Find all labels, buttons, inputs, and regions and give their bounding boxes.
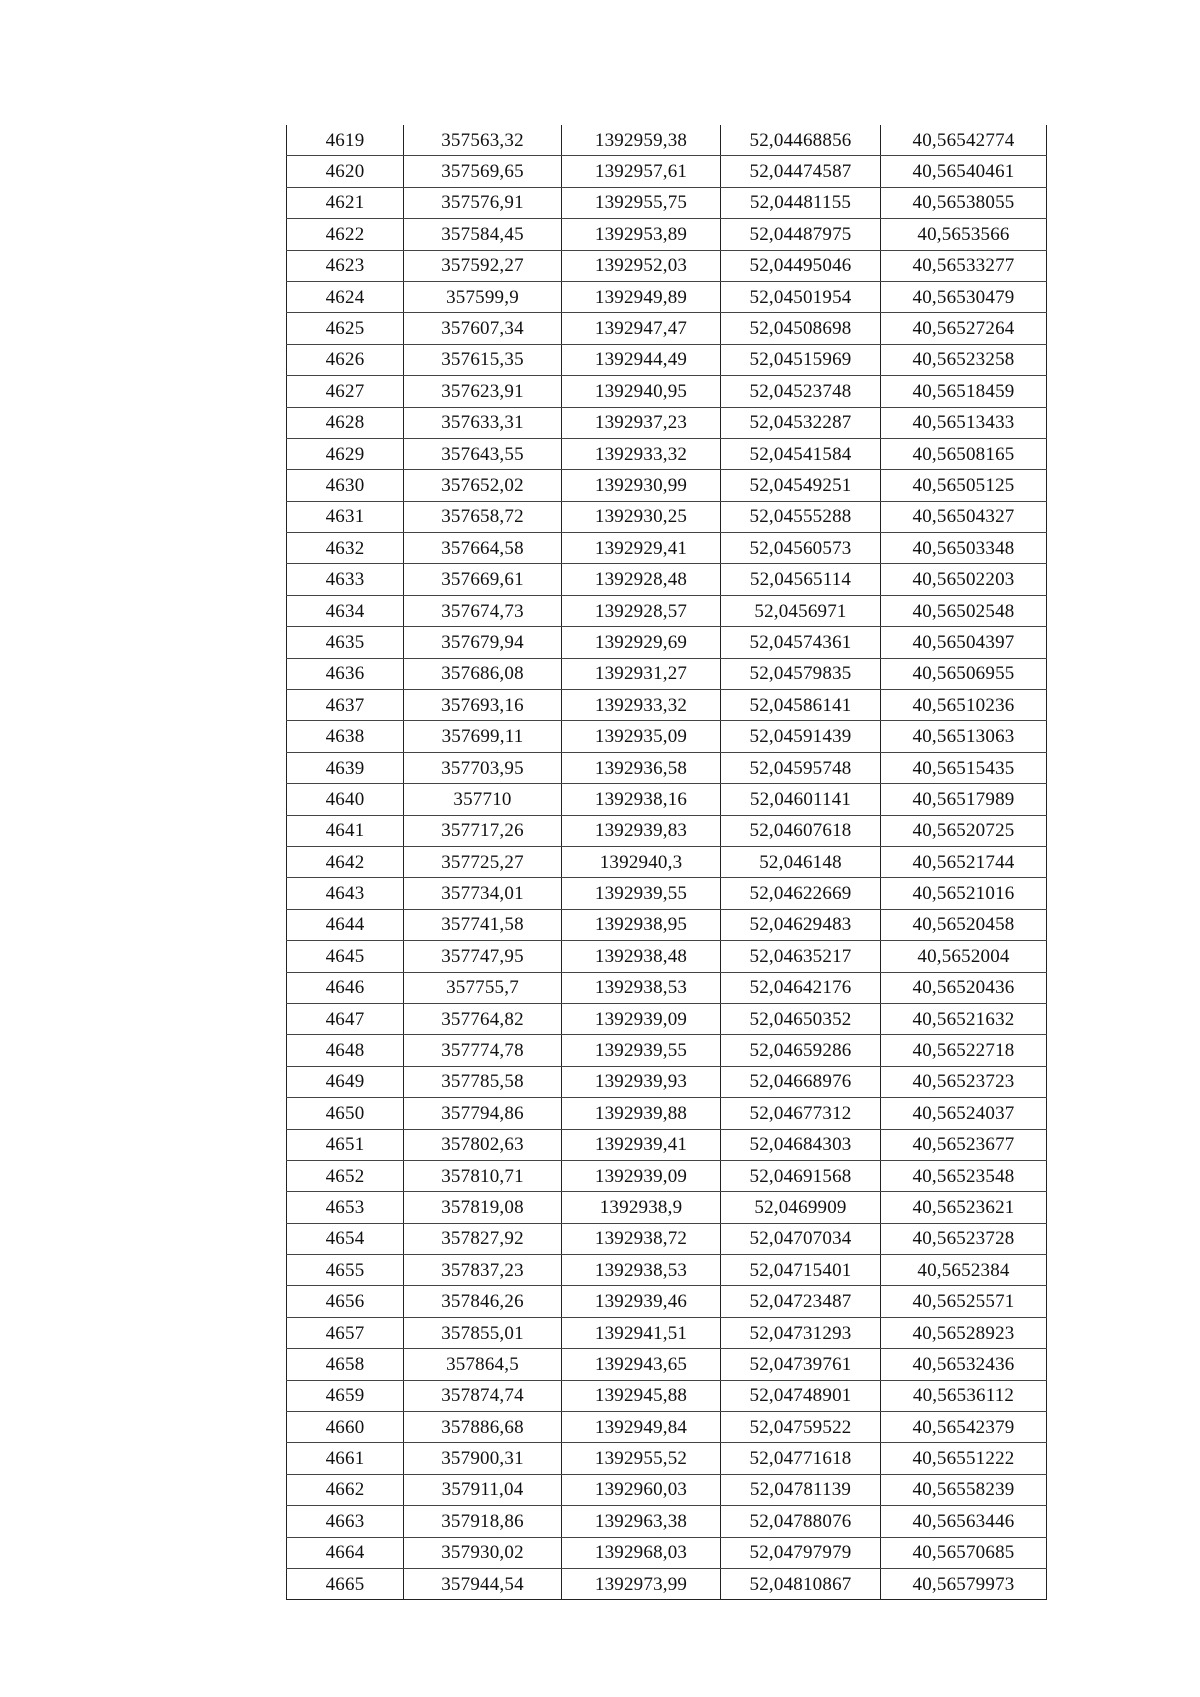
y-coordinate-cell: 1392947,47 — [562, 313, 721, 344]
latitude-cell: 52,04707034 — [721, 1223, 881, 1254]
longitude-cell: 40,56502548 — [881, 595, 1047, 626]
point-number-cell: 4651 — [287, 1129, 404, 1160]
x-coordinate-cell: 357569,65 — [404, 156, 562, 187]
table-row — [287, 1380, 1047, 1411]
point-number-cell: 4646 — [287, 972, 404, 1003]
x-coordinate-cell: 357734,01 — [404, 878, 562, 909]
table-row — [287, 281, 1047, 312]
y-coordinate-cell: 1392973,99 — [562, 1568, 721, 1599]
x-coordinate-cell: 357794,86 — [404, 1098, 562, 1129]
y-coordinate-cell: 1392939,09 — [562, 1160, 721, 1191]
latitude-cell: 52,04481155 — [721, 187, 881, 218]
y-coordinate-cell: 1392939,41 — [562, 1129, 721, 1160]
x-coordinate-cell: 357725,27 — [404, 846, 562, 877]
x-coordinate-cell: 357802,63 — [404, 1129, 562, 1160]
longitude-cell: 40,56510236 — [881, 690, 1047, 721]
latitude-cell: 52,04691568 — [721, 1160, 881, 1191]
x-coordinate-cell: 357669,61 — [404, 564, 562, 595]
latitude-cell: 52,04515969 — [721, 344, 881, 375]
longitude-cell: 40,56551222 — [881, 1443, 1047, 1474]
longitude-cell: 40,56530479 — [881, 281, 1047, 312]
latitude-cell: 52,046148 — [721, 846, 881, 877]
longitude-cell: 40,56538055 — [881, 187, 1047, 218]
table-row — [287, 564, 1047, 595]
latitude-cell: 52,04810867 — [721, 1568, 881, 1599]
point-number-cell: 4648 — [287, 1035, 404, 1066]
table-row — [287, 1443, 1047, 1474]
point-number-cell: 4639 — [287, 752, 404, 783]
coordinates-table-body — [287, 125, 1047, 1600]
latitude-cell: 52,04668976 — [721, 1066, 881, 1097]
y-coordinate-cell: 1392929,69 — [562, 627, 721, 658]
latitude-cell: 52,04595748 — [721, 752, 881, 783]
latitude-cell: 52,04677312 — [721, 1098, 881, 1129]
x-coordinate-cell: 357755,7 — [404, 972, 562, 1003]
latitude-cell: 52,04629483 — [721, 909, 881, 940]
point-number-cell: 4652 — [287, 1160, 404, 1191]
table-row — [287, 1286, 1047, 1317]
table-row — [287, 470, 1047, 501]
y-coordinate-cell: 1392952,03 — [562, 250, 721, 281]
latitude-cell: 52,04549251 — [721, 470, 881, 501]
y-coordinate-cell: 1392938,95 — [562, 909, 721, 940]
point-number-cell: 4621 — [287, 187, 404, 218]
table-row — [287, 627, 1047, 658]
y-coordinate-cell: 1392931,27 — [562, 658, 721, 689]
point-number-cell: 4623 — [287, 250, 404, 281]
point-number-cell: 4628 — [287, 407, 404, 438]
latitude-cell: 52,04771618 — [721, 1443, 881, 1474]
table-row — [287, 909, 1047, 940]
latitude-cell: 52,04684303 — [721, 1129, 881, 1160]
latitude-cell: 52,04601141 — [721, 784, 881, 815]
y-coordinate-cell: 1392938,53 — [562, 1255, 721, 1286]
longitude-cell: 40,56505125 — [881, 470, 1047, 501]
x-coordinate-cell: 357633,31 — [404, 407, 562, 438]
x-coordinate-cell: 357584,45 — [404, 219, 562, 250]
table-row — [287, 501, 1047, 532]
latitude-cell: 52,04759522 — [721, 1412, 881, 1443]
table-row — [287, 125, 1047, 156]
point-number-cell: 4634 — [287, 595, 404, 626]
longitude-cell: 40,56533277 — [881, 250, 1047, 281]
table-row — [287, 1066, 1047, 1097]
x-coordinate-cell: 357855,01 — [404, 1317, 562, 1348]
point-number-cell: 4658 — [287, 1349, 404, 1380]
point-number-cell: 4632 — [287, 533, 404, 564]
y-coordinate-cell: 1392939,55 — [562, 878, 721, 909]
latitude-cell: 52,04659286 — [721, 1035, 881, 1066]
y-coordinate-cell: 1392938,48 — [562, 941, 721, 972]
y-coordinate-cell: 1392957,61 — [562, 156, 721, 187]
table-row — [287, 1160, 1047, 1191]
table-row — [287, 1506, 1047, 1537]
point-number-cell: 4619 — [287, 125, 404, 156]
longitude-cell: 40,56532436 — [881, 1349, 1047, 1380]
longitude-cell: 40,56518459 — [881, 376, 1047, 407]
y-coordinate-cell: 1392939,55 — [562, 1035, 721, 1066]
longitude-cell: 40,56542379 — [881, 1412, 1047, 1443]
point-number-cell: 4649 — [287, 1066, 404, 1097]
longitude-cell: 40,56520458 — [881, 909, 1047, 940]
table-row — [287, 721, 1047, 752]
longitude-cell: 40,56523621 — [881, 1192, 1047, 1223]
x-coordinate-cell: 357615,35 — [404, 344, 562, 375]
latitude-cell: 52,04739761 — [721, 1349, 881, 1380]
latitude-cell: 52,04574361 — [721, 627, 881, 658]
point-number-cell: 4630 — [287, 470, 404, 501]
y-coordinate-cell: 1392938,53 — [562, 972, 721, 1003]
longitude-cell: 40,56542774 — [881, 125, 1047, 156]
point-number-cell: 4657 — [287, 1317, 404, 1348]
table-row — [287, 1317, 1047, 1348]
table-row — [287, 219, 1047, 250]
y-coordinate-cell: 1392949,84 — [562, 1412, 721, 1443]
point-number-cell: 4624 — [287, 281, 404, 312]
y-coordinate-cell: 1392939,88 — [562, 1098, 721, 1129]
y-coordinate-cell: 1392938,72 — [562, 1223, 721, 1254]
longitude-cell: 40,56521016 — [881, 878, 1047, 909]
x-coordinate-cell: 357944,54 — [404, 1568, 562, 1599]
longitude-cell: 40,56523723 — [881, 1066, 1047, 1097]
latitude-cell: 52,04474587 — [721, 156, 881, 187]
x-coordinate-cell: 357900,31 — [404, 1443, 562, 1474]
x-coordinate-cell: 357643,55 — [404, 438, 562, 469]
y-coordinate-cell: 1392943,65 — [562, 1349, 721, 1380]
y-coordinate-cell: 1392938,16 — [562, 784, 721, 815]
longitude-cell: 40,56508165 — [881, 438, 1047, 469]
y-coordinate-cell: 1392940,95 — [562, 376, 721, 407]
longitude-cell: 40,56579973 — [881, 1568, 1047, 1599]
table-row — [287, 972, 1047, 1003]
longitude-cell: 40,56528923 — [881, 1317, 1047, 1348]
table-row — [287, 313, 1047, 344]
latitude-cell: 52,04635217 — [721, 941, 881, 972]
x-coordinate-cell: 357563,32 — [404, 125, 562, 156]
latitude-cell: 52,04495046 — [721, 250, 881, 281]
table-row — [287, 438, 1047, 469]
latitude-cell: 52,04723487 — [721, 1286, 881, 1317]
x-coordinate-cell: 357623,91 — [404, 376, 562, 407]
table-row — [287, 690, 1047, 721]
x-coordinate-cell: 357652,02 — [404, 470, 562, 501]
table-row — [287, 941, 1047, 972]
point-number-cell: 4662 — [287, 1474, 404, 1505]
latitude-cell: 52,04642176 — [721, 972, 881, 1003]
x-coordinate-cell: 357819,08 — [404, 1192, 562, 1223]
latitude-cell: 52,04715401 — [721, 1255, 881, 1286]
table-row — [287, 344, 1047, 375]
point-number-cell: 4643 — [287, 878, 404, 909]
y-coordinate-cell: 1392938,9 — [562, 1192, 721, 1223]
y-coordinate-cell: 1392959,38 — [562, 125, 721, 156]
longitude-cell: 40,56540461 — [881, 156, 1047, 187]
x-coordinate-cell: 357930,02 — [404, 1537, 562, 1568]
latitude-cell: 52,04565114 — [721, 564, 881, 595]
y-coordinate-cell: 1392955,75 — [562, 187, 721, 218]
table-row — [287, 1192, 1047, 1223]
longitude-cell: 40,5652384 — [881, 1255, 1047, 1286]
longitude-cell: 40,56523728 — [881, 1223, 1047, 1254]
x-coordinate-cell: 357864,5 — [404, 1349, 562, 1380]
point-number-cell: 4641 — [287, 815, 404, 846]
y-coordinate-cell: 1392960,03 — [562, 1474, 721, 1505]
y-coordinate-cell: 1392963,38 — [562, 1506, 721, 1537]
point-number-cell: 4633 — [287, 564, 404, 595]
point-number-cell: 4661 — [287, 1443, 404, 1474]
table-row — [287, 1568, 1047, 1599]
latitude-cell: 52,04468856 — [721, 125, 881, 156]
y-coordinate-cell: 1392939,09 — [562, 1003, 721, 1034]
y-coordinate-cell: 1392945,88 — [562, 1380, 721, 1411]
longitude-cell: 40,56521632 — [881, 1003, 1047, 1034]
table-row — [287, 376, 1047, 407]
latitude-cell: 52,04508698 — [721, 313, 881, 344]
x-coordinate-cell: 357658,72 — [404, 501, 562, 532]
latitude-cell: 52,04731293 — [721, 1317, 881, 1348]
table-row — [287, 784, 1047, 815]
point-number-cell: 4631 — [287, 501, 404, 532]
y-coordinate-cell: 1392933,32 — [562, 690, 721, 721]
y-coordinate-cell: 1392944,49 — [562, 344, 721, 375]
latitude-cell: 52,04555288 — [721, 501, 881, 532]
y-coordinate-cell: 1392968,03 — [562, 1537, 721, 1568]
point-number-cell: 4659 — [287, 1380, 404, 1411]
longitude-cell: 40,56558239 — [881, 1474, 1047, 1505]
latitude-cell: 52,04748901 — [721, 1380, 881, 1411]
table-row — [287, 187, 1047, 218]
longitude-cell: 40,56503348 — [881, 533, 1047, 564]
point-number-cell: 4660 — [287, 1412, 404, 1443]
latitude-cell: 52,04560573 — [721, 533, 881, 564]
x-coordinate-cell: 357693,16 — [404, 690, 562, 721]
y-coordinate-cell: 1392930,25 — [562, 501, 721, 532]
table-row — [287, 250, 1047, 281]
latitude-cell: 52,0469909 — [721, 1192, 881, 1223]
latitude-cell: 52,04797979 — [721, 1537, 881, 1568]
point-number-cell: 4664 — [287, 1537, 404, 1568]
x-coordinate-cell: 357664,58 — [404, 533, 562, 564]
x-coordinate-cell: 357846,26 — [404, 1286, 562, 1317]
y-coordinate-cell: 1392937,23 — [562, 407, 721, 438]
point-number-cell: 4645 — [287, 941, 404, 972]
x-coordinate-cell: 357607,34 — [404, 313, 562, 344]
point-number-cell: 4650 — [287, 1098, 404, 1129]
table-row — [287, 1255, 1047, 1286]
point-number-cell: 4654 — [287, 1223, 404, 1254]
longitude-cell: 40,56536112 — [881, 1380, 1047, 1411]
y-coordinate-cell: 1392928,57 — [562, 595, 721, 626]
point-number-cell: 4644 — [287, 909, 404, 940]
point-number-cell: 4620 — [287, 156, 404, 187]
table-row — [287, 846, 1047, 877]
latitude-cell: 52,04591439 — [721, 721, 881, 752]
x-coordinate-cell: 357674,73 — [404, 595, 562, 626]
table-row — [287, 1349, 1047, 1380]
x-coordinate-cell: 357874,74 — [404, 1380, 562, 1411]
point-number-cell: 4629 — [287, 438, 404, 469]
latitude-cell: 52,04781139 — [721, 1474, 881, 1505]
x-coordinate-cell: 357774,78 — [404, 1035, 562, 1066]
x-coordinate-cell: 357679,94 — [404, 627, 562, 658]
x-coordinate-cell: 357703,95 — [404, 752, 562, 783]
longitude-cell: 40,56523548 — [881, 1160, 1047, 1191]
table-row — [287, 1098, 1047, 1129]
table-row — [287, 1537, 1047, 1568]
table-row — [287, 1129, 1047, 1160]
latitude-cell: 52,04501954 — [721, 281, 881, 312]
x-coordinate-cell: 357576,91 — [404, 187, 562, 218]
latitude-cell: 52,04487975 — [721, 219, 881, 250]
y-coordinate-cell: 1392953,89 — [562, 219, 721, 250]
x-coordinate-cell: 357810,71 — [404, 1160, 562, 1191]
y-coordinate-cell: 1392939,46 — [562, 1286, 721, 1317]
point-number-cell: 4635 — [287, 627, 404, 658]
longitude-cell: 40,56513433 — [881, 407, 1047, 438]
longitude-cell: 40,56563446 — [881, 1506, 1047, 1537]
table-row — [287, 595, 1047, 626]
table-row — [287, 407, 1047, 438]
table-row — [287, 815, 1047, 846]
x-coordinate-cell: 357741,58 — [404, 909, 562, 940]
point-number-cell: 4655 — [287, 1255, 404, 1286]
latitude-cell: 52,04586141 — [721, 690, 881, 721]
point-number-cell: 4642 — [287, 846, 404, 877]
longitude-cell: 40,56570685 — [881, 1537, 1047, 1568]
y-coordinate-cell: 1392933,32 — [562, 438, 721, 469]
latitude-cell: 52,04650352 — [721, 1003, 881, 1034]
y-coordinate-cell: 1392929,41 — [562, 533, 721, 564]
longitude-cell: 40,56523677 — [881, 1129, 1047, 1160]
longitude-cell: 40,56522718 — [881, 1035, 1047, 1066]
x-coordinate-cell: 357686,08 — [404, 658, 562, 689]
table-row — [287, 1035, 1047, 1066]
y-coordinate-cell: 1392936,58 — [562, 752, 721, 783]
x-coordinate-cell: 357918,86 — [404, 1506, 562, 1537]
longitude-cell: 40,5653566 — [881, 219, 1047, 250]
longitude-cell: 40,56513063 — [881, 721, 1047, 752]
point-number-cell: 4665 — [287, 1568, 404, 1599]
x-coordinate-cell: 357599,9 — [404, 281, 562, 312]
longitude-cell: 40,5652004 — [881, 941, 1047, 972]
y-coordinate-cell: 1392941,51 — [562, 1317, 721, 1348]
x-coordinate-cell: 357592,27 — [404, 250, 562, 281]
y-coordinate-cell: 1392939,83 — [562, 815, 721, 846]
x-coordinate-cell: 357785,58 — [404, 1066, 562, 1097]
table-row — [287, 658, 1047, 689]
x-coordinate-cell: 357717,26 — [404, 815, 562, 846]
latitude-cell: 52,04523748 — [721, 376, 881, 407]
latitude-cell: 52,04579835 — [721, 658, 881, 689]
longitude-cell: 40,56527264 — [881, 313, 1047, 344]
y-coordinate-cell: 1392935,09 — [562, 721, 721, 752]
point-number-cell: 4663 — [287, 1506, 404, 1537]
point-number-cell: 4647 — [287, 1003, 404, 1034]
latitude-cell: 52,04622669 — [721, 878, 881, 909]
y-coordinate-cell: 1392949,89 — [562, 281, 721, 312]
longitude-cell: 40,56523258 — [881, 344, 1047, 375]
longitude-cell: 40,56521744 — [881, 846, 1047, 877]
y-coordinate-cell: 1392940,3 — [562, 846, 721, 877]
point-number-cell: 4622 — [287, 219, 404, 250]
table-row — [287, 1003, 1047, 1034]
x-coordinate-cell: 357747,95 — [404, 941, 562, 972]
table-row — [287, 1412, 1047, 1443]
point-number-cell: 4636 — [287, 658, 404, 689]
longitude-cell: 40,56504397 — [881, 627, 1047, 658]
y-coordinate-cell: 1392939,93 — [562, 1066, 721, 1097]
x-coordinate-cell: 357764,82 — [404, 1003, 562, 1034]
longitude-cell: 40,56524037 — [881, 1098, 1047, 1129]
x-coordinate-cell: 357886,68 — [404, 1412, 562, 1443]
point-number-cell: 4637 — [287, 690, 404, 721]
longitude-cell: 40,56506955 — [881, 658, 1047, 689]
x-coordinate-cell: 357827,92 — [404, 1223, 562, 1254]
point-number-cell: 4656 — [287, 1286, 404, 1317]
coordinates-table — [286, 125, 1047, 1600]
longitude-cell: 40,56520725 — [881, 815, 1047, 846]
x-coordinate-cell: 357837,23 — [404, 1255, 562, 1286]
latitude-cell: 52,04607618 — [721, 815, 881, 846]
latitude-cell: 52,04532287 — [721, 407, 881, 438]
point-number-cell: 4625 — [287, 313, 404, 344]
x-coordinate-cell: 357911,04 — [404, 1474, 562, 1505]
table-row — [287, 533, 1047, 564]
x-coordinate-cell: 357710 — [404, 784, 562, 815]
longitude-cell: 40,56515435 — [881, 752, 1047, 783]
longitude-cell: 40,56517989 — [881, 784, 1047, 815]
table-row — [287, 878, 1047, 909]
longitude-cell: 40,56502203 — [881, 564, 1047, 595]
longitude-cell: 40,56525571 — [881, 1286, 1047, 1317]
y-coordinate-cell: 1392930,99 — [562, 470, 721, 501]
y-coordinate-cell: 1392955,52 — [562, 1443, 721, 1474]
point-number-cell: 4653 — [287, 1192, 404, 1223]
latitude-cell: 52,0456971 — [721, 595, 881, 626]
point-number-cell: 4626 — [287, 344, 404, 375]
longitude-cell: 40,56504327 — [881, 501, 1047, 532]
table-row — [287, 1223, 1047, 1254]
longitude-cell: 40,56520436 — [881, 972, 1047, 1003]
point-number-cell: 4640 — [287, 784, 404, 815]
x-coordinate-cell: 357699,11 — [404, 721, 562, 752]
table-row — [287, 156, 1047, 187]
point-number-cell: 4638 — [287, 721, 404, 752]
point-number-cell: 4627 — [287, 376, 404, 407]
latitude-cell: 52,04788076 — [721, 1506, 881, 1537]
y-coordinate-cell: 1392928,48 — [562, 564, 721, 595]
latitude-cell: 52,04541584 — [721, 438, 881, 469]
table-row — [287, 752, 1047, 783]
table-row — [287, 1474, 1047, 1505]
